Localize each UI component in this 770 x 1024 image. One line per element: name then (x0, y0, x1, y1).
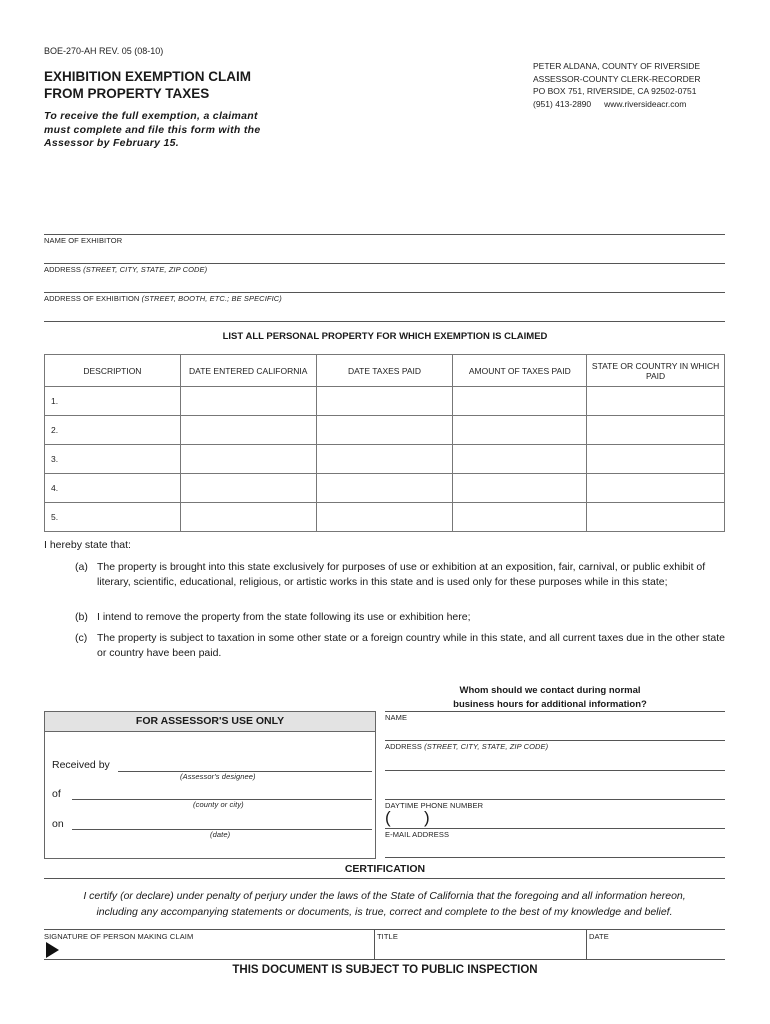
signature-title-divider (374, 929, 375, 959)
exhibitor-name-line[interactable] (44, 234, 725, 235)
contact-name-top-line (385, 711, 725, 712)
contact-question: Whom should we contact during normal business hours for additional information? (453, 685, 647, 710)
office-line-1: PETER ALDANA, COUNTY OF RIVERSIDE (533, 61, 701, 71)
email-line[interactable] (385, 857, 725, 858)
date-field[interactable] (588, 940, 725, 960)
assessor-box-heading: FOR ASSESSOR'S USE ONLY (45, 712, 375, 732)
exhibitor-name-label: NAME OF EXHIBITOR (44, 236, 123, 245)
office-line-3: PO BOX 751, RIVERSIDE, CA 92502-0751 (533, 86, 697, 96)
of-label: of (52, 788, 61, 800)
property-table (44, 354, 725, 532)
table-row (45, 445, 725, 474)
column-header-state-or-country: STATE OR COUNTRY IN WHICH PAID (587, 355, 725, 387)
row-number[interactable]: 4. (45, 474, 181, 503)
signature-label: SIGNATURE OF PERSON MAKING CLAIM (44, 932, 194, 941)
office-phone: (951) 413-2890 (533, 98, 592, 109)
exhibitor-address-label: ADDRESS (STREET, CITY, STATE, ZIP CODE) (44, 265, 208, 274)
county-or-city-hint: (county or city) (193, 800, 244, 809)
statement-item-c: (c) The property is subject to taxation in some other state or a foreign country while in this state, and all current taxes due in the other state or country have been paid. (75, 632, 726, 659)
table-row (45, 474, 725, 503)
daytime-phone-label: DAYTIME PHONE NUMBER (385, 801, 484, 810)
date-label: DATE (589, 932, 609, 941)
signature-field[interactable] (60, 940, 374, 960)
public-inspection-notice: THIS DOCUMENT IS SUBJECT TO PUBLIC INSPECTION (232, 964, 538, 976)
column-header-date-taxes-paid: DATE TAXES PAID (316, 355, 453, 387)
certification-text: I certify (or declare) under penalty of perjury under the laws of the State of California that the foregoing and all information hereon, including any accompanying statements or documents, is true, correct and complete to the best of my knowledge and belief. (83, 890, 686, 918)
statement-item-b: (b) I intend to remove the property from the state following its use or exhibition here; (75, 611, 471, 623)
certification-heading: CERTIFICATION (344, 863, 426, 875)
contact-address-label: ADDRESS (STREET, CITY, STATE, ZIP CODE) (385, 742, 549, 751)
table-row (45, 416, 725, 445)
received-by-hint: (Assessor's designee) (180, 772, 256, 781)
email-label: E-MAIL ADDRESS (385, 830, 450, 839)
on-label: on (52, 818, 64, 830)
property-list-heading: LIST ALL PERSONAL PROPERTY FOR WHICH EXEMPTION IS CLAIMED (222, 331, 548, 342)
certification-divider (44, 878, 725, 879)
form-title: EXHIBITION EXEMPTION CLAIM FROM PROPERTY TAXES (44, 69, 252, 101)
signature-row-bottom (44, 959, 725, 960)
area-code-close-paren: ) (424, 808, 430, 827)
sign-here-arrow-icon (46, 942, 59, 958)
filing-instructions: To receive the full exemption, a claimant must complete and file this form with the Assessor by February 15. (44, 110, 261, 149)
contact-name-line[interactable] (385, 740, 725, 741)
title-date-divider (586, 929, 587, 959)
title-label: TITLE (377, 932, 398, 941)
daytime-phone-line[interactable] (385, 828, 725, 829)
column-header-date-entered: DATE ENTERED CALIFORNIA (180, 355, 316, 387)
statement-item-a: (a) The property is brought into this state exclusively for purposes of use or exhibition at an exposition, fair, carnival, or public exhibit of literary, scientific, educational, religious, or artistic works in this state and is used only for these purposes while in this state; (75, 561, 706, 588)
signature-row-top (44, 929, 725, 930)
contact-address-line-1[interactable] (385, 770, 725, 771)
office-line-2: ASSESSOR-COUNTY CLERK-RECORDER (533, 73, 701, 84)
exhibition-address-line[interactable] (44, 292, 725, 293)
row-number[interactable]: 5. (45, 503, 181, 532)
row-number[interactable]: 1. (45, 387, 181, 416)
form-number: BOE-270-AH REV. 05 (08-10) (44, 46, 164, 56)
exhibition-address-label: ADDRESS OF EXHIBITION (STREET, BOOTH, ETC.; BE SPECIFIC) (44, 294, 282, 303)
contact-address-line-2[interactable] (385, 799, 725, 800)
received-date-hint: (date) (210, 830, 231, 839)
row-number[interactable]: 2. (45, 416, 181, 445)
received-by-label: Received by (52, 759, 110, 771)
exhibitor-address-line[interactable] (44, 263, 725, 264)
section-divider (44, 321, 725, 322)
column-header-amount-taxes-paid: AMOUNT OF TAXES PAID (453, 355, 587, 387)
title-field[interactable] (376, 940, 584, 960)
row-number[interactable]: 3. (45, 445, 181, 474)
area-code-open-paren: ( (385, 808, 391, 827)
table-row (45, 387, 725, 416)
statement-intro: I hereby state that: (44, 539, 131, 551)
table-row (45, 503, 725, 532)
contact-name-label: NAME (385, 713, 408, 722)
office-website: www.riversideacr.com (604, 98, 687, 109)
column-header-description: DESCRIPTION (45, 355, 181, 387)
office-block (533, 60, 701, 110)
